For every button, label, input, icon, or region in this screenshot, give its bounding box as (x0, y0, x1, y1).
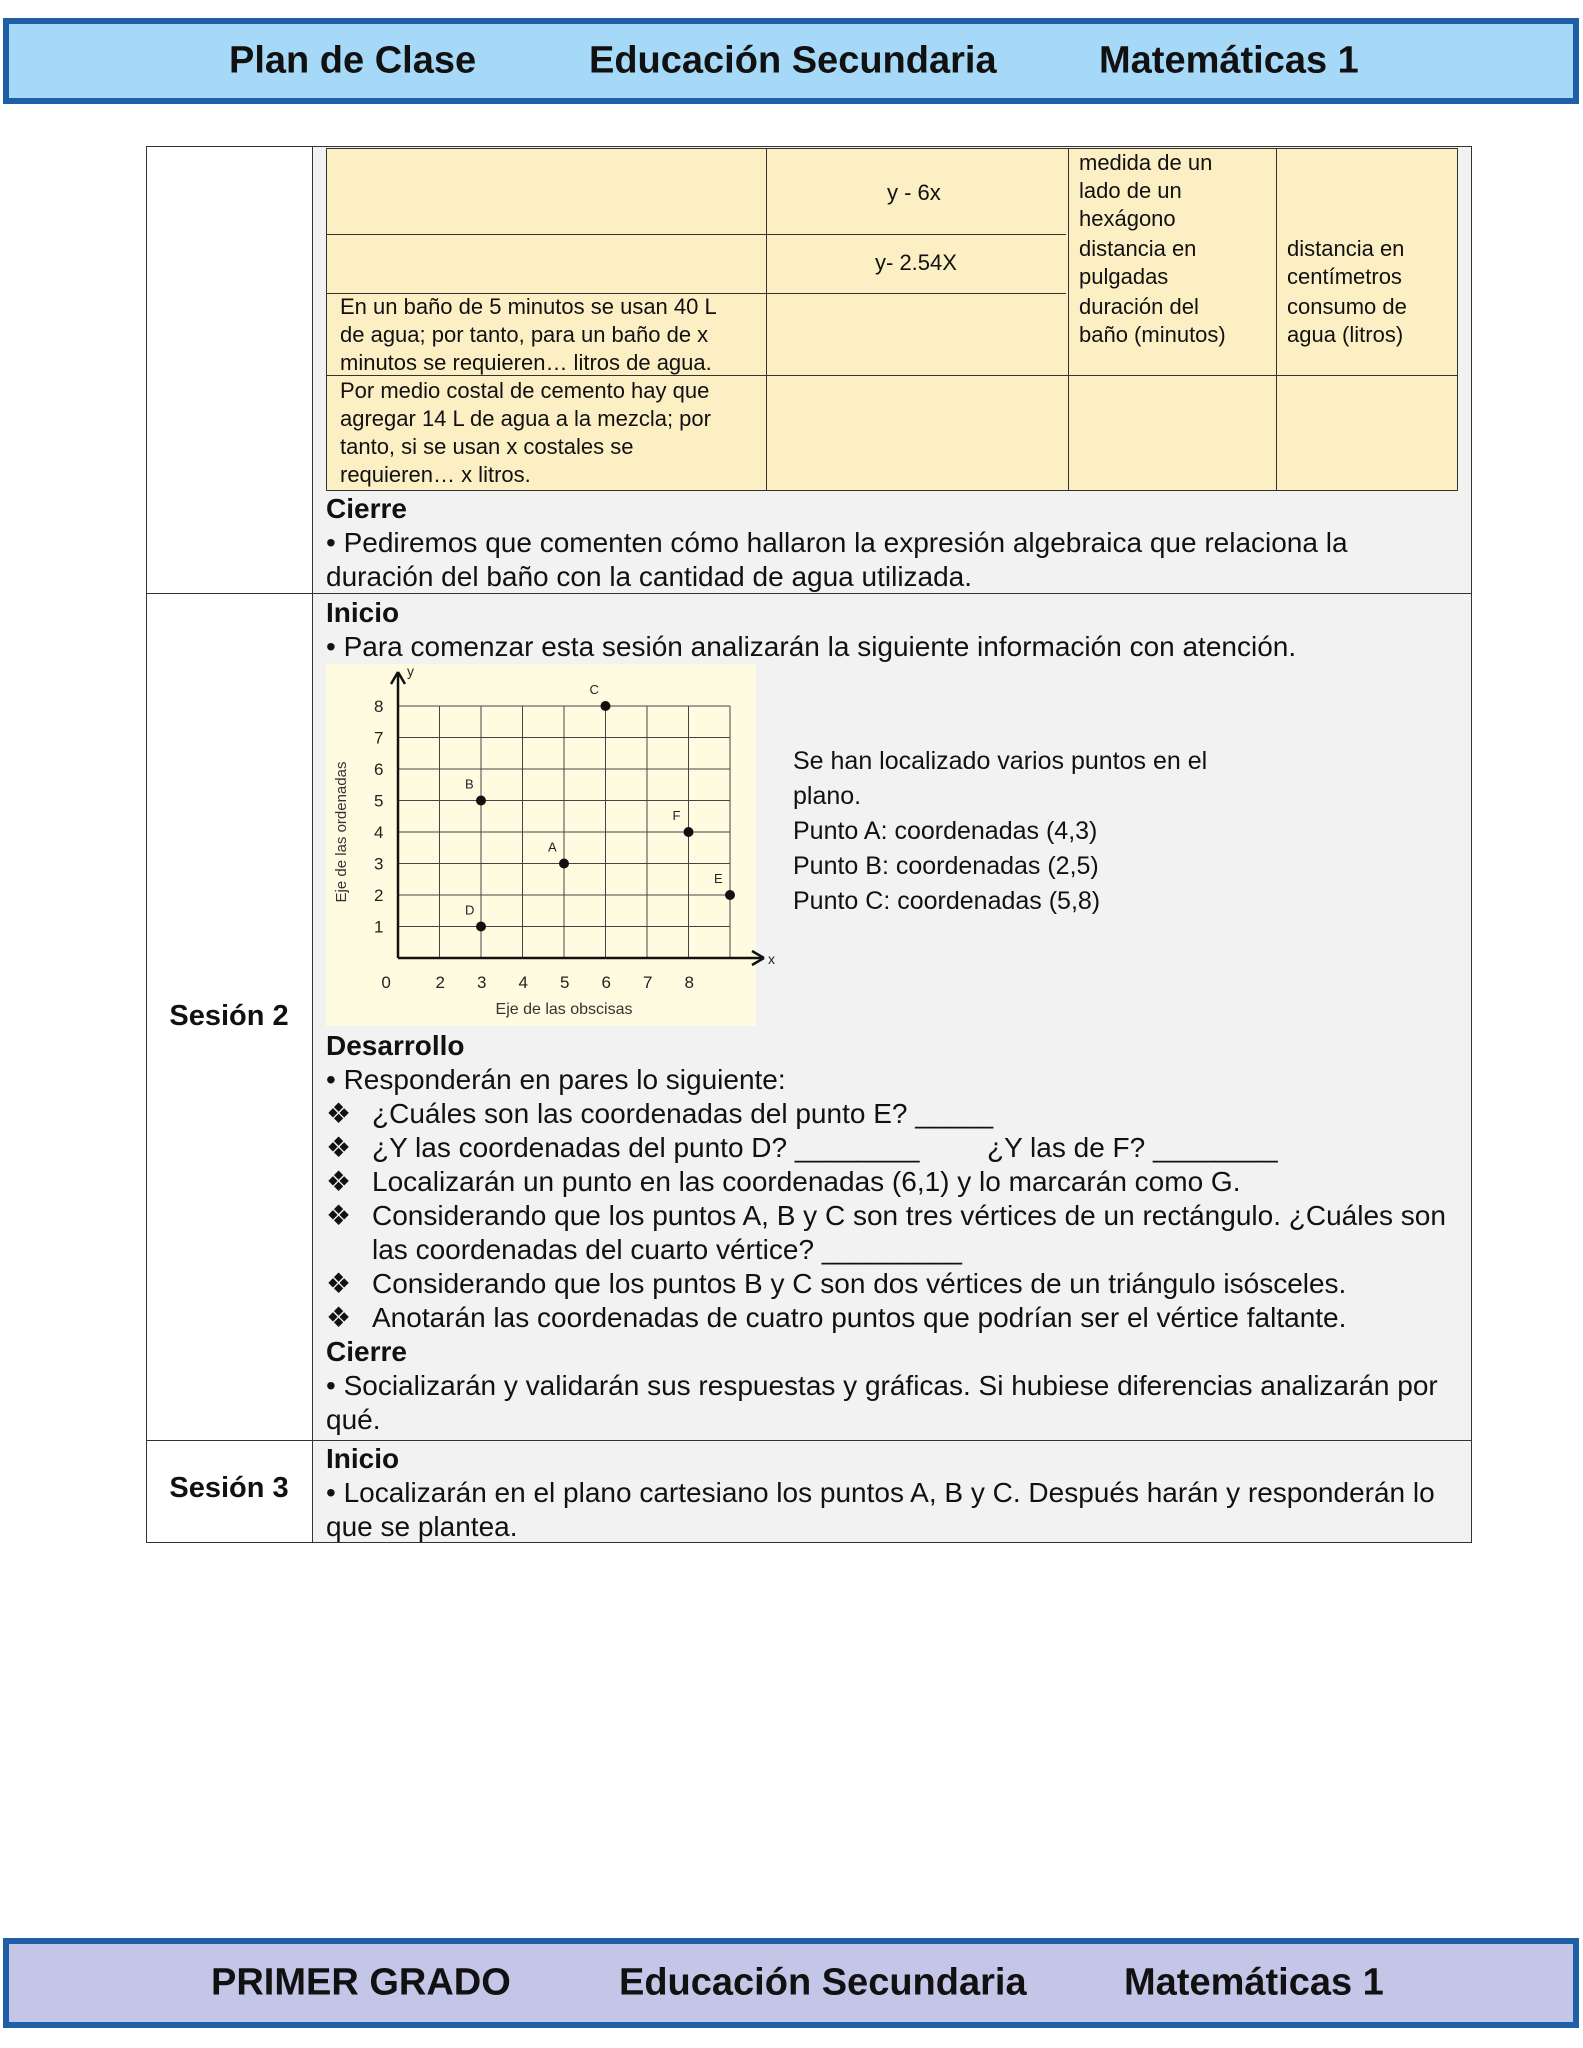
data-point-d (476, 922, 486, 932)
cierre-text: qué. (326, 1404, 381, 1435)
cierre-heading: Cierre (326, 1336, 407, 1367)
table-cell-description: En un baño de 5 minutos se usan 40 L de agua; por tanto, para un baño de x minutos se requieren… litros de agua. (340, 294, 717, 375)
data-point-c (601, 701, 611, 711)
x-tick-label: 0 (381, 973, 391, 992)
x-tick-label: 7 (643, 973, 653, 992)
row-divider (327, 234, 1066, 235)
footer-level: Educación Secundaria (619, 1961, 1027, 2004)
point-label-f: F (672, 808, 681, 823)
table-cell-y-meaning: distancia en centímetros (1287, 236, 1405, 289)
cierre-heading: Cierre (326, 493, 407, 524)
inicio-heading: Inicio (326, 1443, 400, 1474)
point-label-a: A (548, 839, 557, 855)
session-2-label: Sesión 2 (169, 1000, 289, 1032)
list-item: ¿Y las coordenadas del punto D? ________ (372, 1132, 920, 1163)
data-point-b (476, 796, 486, 806)
expressions-table (326, 148, 1458, 491)
x-tick-label: 5 (560, 973, 570, 992)
bullet-icon: ❖ (326, 1098, 352, 1129)
bullet-icon: ❖ (326, 1132, 352, 1163)
cierre-text: duración del baño con la cantidad de agua utilizada. (326, 561, 973, 592)
x-tick-label: 6 (601, 973, 611, 992)
cartesian-plane-figure (326, 663, 775, 1026)
x-axis-name: x (768, 951, 775, 967)
footer-subject: Matemáticas 1 (1124, 1961, 1384, 2004)
data-point-e (725, 890, 735, 900)
list-item: las coordenadas del cuarto vértice? _________ (372, 1234, 962, 1265)
bullet-icon: ❖ (326, 1302, 352, 1333)
y-tick-label: 7 (374, 728, 384, 748)
header-level: Educación Secundaria (589, 39, 997, 82)
column-divider (1068, 149, 1069, 490)
point-label-c: C (589, 682, 599, 697)
list-item: ¿Y las de F? ________ (987, 1132, 1278, 1163)
header-subject: Matemáticas 1 (1099, 39, 1359, 82)
x-axis-label: Eje de las obscisas (495, 1001, 633, 1018)
list-item: ¿Cuáles son las coordenadas del punto E? _____ (372, 1098, 994, 1129)
page-header (3, 18, 1579, 104)
list-item: Considerando que los puntos B y C son dos vértices de un triángulo isósceles. (372, 1268, 1347, 1299)
session-column (147, 147, 313, 1542)
table-cell-x-meaning: distancia en pulgadas (1079, 236, 1197, 289)
y-tick-label: 4 (374, 823, 384, 842)
session-3-label: Sesión 3 (169, 1472, 289, 1504)
inicio-text: • Localizarán en el plano cartesiano los puntos A, B y C. Después harán y responderán lo (326, 1477, 1435, 1508)
y-tick-label: 8 (374, 697, 384, 716)
x-tick-label: 3 (477, 973, 487, 992)
cierre-text: • Pediremos que comenten cómo hallaron la expresión algebraica que relaciona la (326, 527, 1348, 558)
table-cell-description: Por medio costal de cemento hay que agregar 14 L de agua a la mezcla; por tanto, si se usan x costales se requieren… x litros. (340, 378, 711, 487)
point-label-e: E (714, 871, 723, 886)
list-item: Considerando que los puntos A, B y C son tres vértices de un rectángulo. ¿Cuáles son (372, 1200, 1446, 1231)
point-label-d: D (465, 902, 475, 918)
desarrollo-intro: • Responderán en pares lo siguiente: (326, 1064, 786, 1095)
y-axis-label: Eje de las ordenadas (333, 761, 350, 903)
footer-grade: PRIMER GRADO (211, 1961, 511, 2004)
row-divider (147, 1440, 1471, 1441)
table-cell-x-meaning: duración del baño (minutos) (1079, 294, 1226, 347)
y-tick-label: 6 (374, 760, 384, 779)
desarrollo-heading: Desarrollo (326, 1030, 465, 1061)
y-tick-label: 2 (374, 886, 384, 905)
table-cell-expression: y- 2.54X (875, 250, 957, 275)
cartesian-plane-chart (326, 663, 775, 1026)
table-cell-y-meaning: consumo de agua (litros) (1287, 294, 1407, 347)
column-divider (766, 149, 767, 490)
list-item: Anotarán las coordenadas de cuatro puntos que podrían ser el vértice faltante. (372, 1302, 1347, 1333)
cierre-text: • Socializarán y validarán sus respuestas y gráficas. Si hubiese diferencias analizarán por (326, 1370, 1438, 1401)
bullet-icon: ❖ (326, 1268, 352, 1299)
y-tick-label: 5 (374, 791, 384, 811)
column-divider (1276, 149, 1277, 490)
bullet-icon: ❖ (326, 1200, 352, 1231)
inicio-heading: Inicio (326, 597, 400, 628)
list-item: Localizarán un punto en las coordenadas (6,1) y lo marcarán como G. (372, 1166, 1241, 1197)
header-title: Plan de Clase (229, 39, 477, 82)
page-footer (3, 1938, 1579, 2028)
inicio-text: • Para comenzar esta sesión analizarán la siguiente información con atención. (326, 631, 1297, 662)
inicio-text: que se plantea. (326, 1511, 518, 1542)
data-point-a (559, 859, 569, 869)
y-tick-label: 1 (374, 917, 384, 937)
y-axis-name: y (407, 663, 414, 679)
data-point-f (684, 827, 694, 837)
y-tick-label: 3 (374, 854, 384, 874)
table-cell-x-meaning: medida de un lado de un hexágono (1079, 150, 1213, 231)
x-tick-label: 2 (435, 973, 445, 992)
bullet-icon: ❖ (326, 1166, 352, 1197)
x-tick-label: 8 (684, 973, 694, 992)
table-cell-expression: y - 6x (887, 180, 941, 205)
point-label-b: B (465, 776, 474, 792)
x-tick-label: 4 (518, 973, 528, 992)
